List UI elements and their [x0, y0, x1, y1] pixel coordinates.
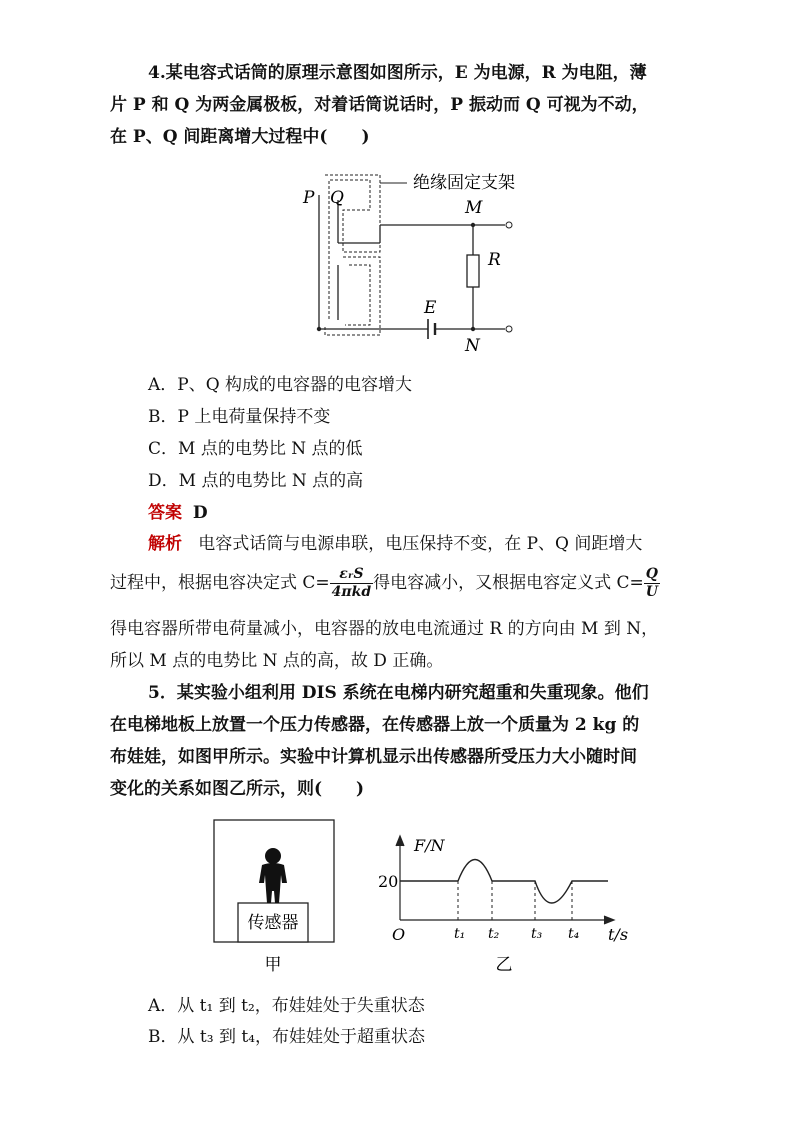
analysis-text-2b: 得电容减小，又根据电容定义式 C= — [373, 573, 644, 593]
q4-stem-line-3: 在 P、Q 间距离增大过程中( ) — [110, 127, 370, 147]
q4-analysis-line-3: 得电容器所带电荷量减小，电容器的放电电流通过 R 的方向由 M 到 N， — [110, 619, 659, 639]
q4-stem-line-1: 4.某电容式话筒的原理示意图如图所示，E 为电源，R 为电阻，薄 — [148, 63, 647, 83]
q5-option-b: B．从 t₃ 到 t₄，布娃娃处于超重状态 — [148, 1027, 425, 1047]
label-E: E — [424, 298, 437, 318]
answer-label: 答案 — [148, 503, 182, 523]
frac2-numerator: Q — [644, 566, 660, 584]
q4-analysis-line-1 — [148, 532, 642, 556]
x-tick-t2: t₂ — [488, 926, 500, 942]
q4-answer-row — [148, 501, 208, 525]
frac2-denominator: U — [645, 584, 659, 600]
q5-stem-line-1: 5．某实验小组利用 DIS 系统在电梯内研究超重和失重现象。他们 — [148, 683, 649, 703]
q4-analysis-line-4: 所以 M 点的电势比 N 点的高，故 D 正确。 — [110, 651, 444, 671]
q5-stem-line-4: 变化的关系如图乙所示，则( ) — [110, 779, 365, 799]
microphone-circuit-figure — [285, 155, 555, 355]
origin-label: O — [392, 925, 406, 944]
label-R: R — [488, 250, 501, 270]
label-N: N — [465, 336, 480, 355]
force-curve — [400, 860, 608, 904]
q4-option-a: A．P、Q 构成的电容器的电容增大 — [148, 375, 413, 395]
answer-value: D — [192, 503, 208, 523]
analysis-text-2a: 过程中，根据电容决定式 C= — [110, 573, 330, 593]
x-tick-t1: t₁ — [454, 926, 466, 942]
q4-option-d: D．M 点的电势比 N 点的高 — [148, 471, 364, 491]
x-tick-t4: t₄ — [568, 926, 580, 942]
analysis-text-1: 电容式话筒与电源串联，电压保持不变，在 P、Q 间距增大 — [198, 534, 643, 554]
frac1-denominator: 4πkd — [331, 584, 372, 600]
q4-analysis-line-2 — [110, 566, 660, 601]
capacitance-formula-fraction — [330, 566, 373, 601]
q4-option-c: C．M 点的电势比 N 点的低 — [148, 439, 363, 459]
y-tick-20: 20 — [378, 872, 399, 891]
force-time-graph — [370, 820, 640, 980]
y-axis-label: F/N — [414, 836, 445, 855]
label-M: M — [465, 198, 483, 218]
frac1-numerator: εᵣS — [330, 566, 373, 584]
support-label: 绝缘固定支架 — [413, 173, 515, 193]
x-tick-t3: t₃ — [531, 926, 543, 942]
q5-stem-line-3: 布娃娃，如图甲所示。实验中计算机显示出传感器所受压力大小随时间 — [110, 747, 637, 767]
figure-yi-caption: 乙 — [495, 955, 513, 975]
figure-jia-caption: 甲 — [264, 955, 282, 975]
capacitance-definition-fraction — [644, 566, 660, 601]
elevator-doll-figure — [210, 815, 340, 980]
sensor-label: 传感器 — [247, 913, 299, 933]
label-Q: Q — [330, 188, 344, 208]
doll-icon — [259, 848, 287, 903]
q4-stem-line-2: 片 P 和 Q 为两金属极板，对着话筒说话时，P 振动而 Q 可视为不动， — [110, 95, 649, 115]
q4-option-b: B．P 上电荷量保持不变 — [148, 407, 331, 427]
q5-stem-line-2: 在电梯地板上放置一个压力传感器，在传感器上放一个质量为 2 kg 的 — [110, 715, 640, 735]
label-P: P — [303, 188, 315, 208]
q5-option-a: A．从 t₁ 到 t₂，布娃娃处于失重状态 — [148, 996, 425, 1016]
x-axis-label: t/s — [608, 925, 629, 944]
analysis-label: 解析 — [148, 534, 182, 554]
